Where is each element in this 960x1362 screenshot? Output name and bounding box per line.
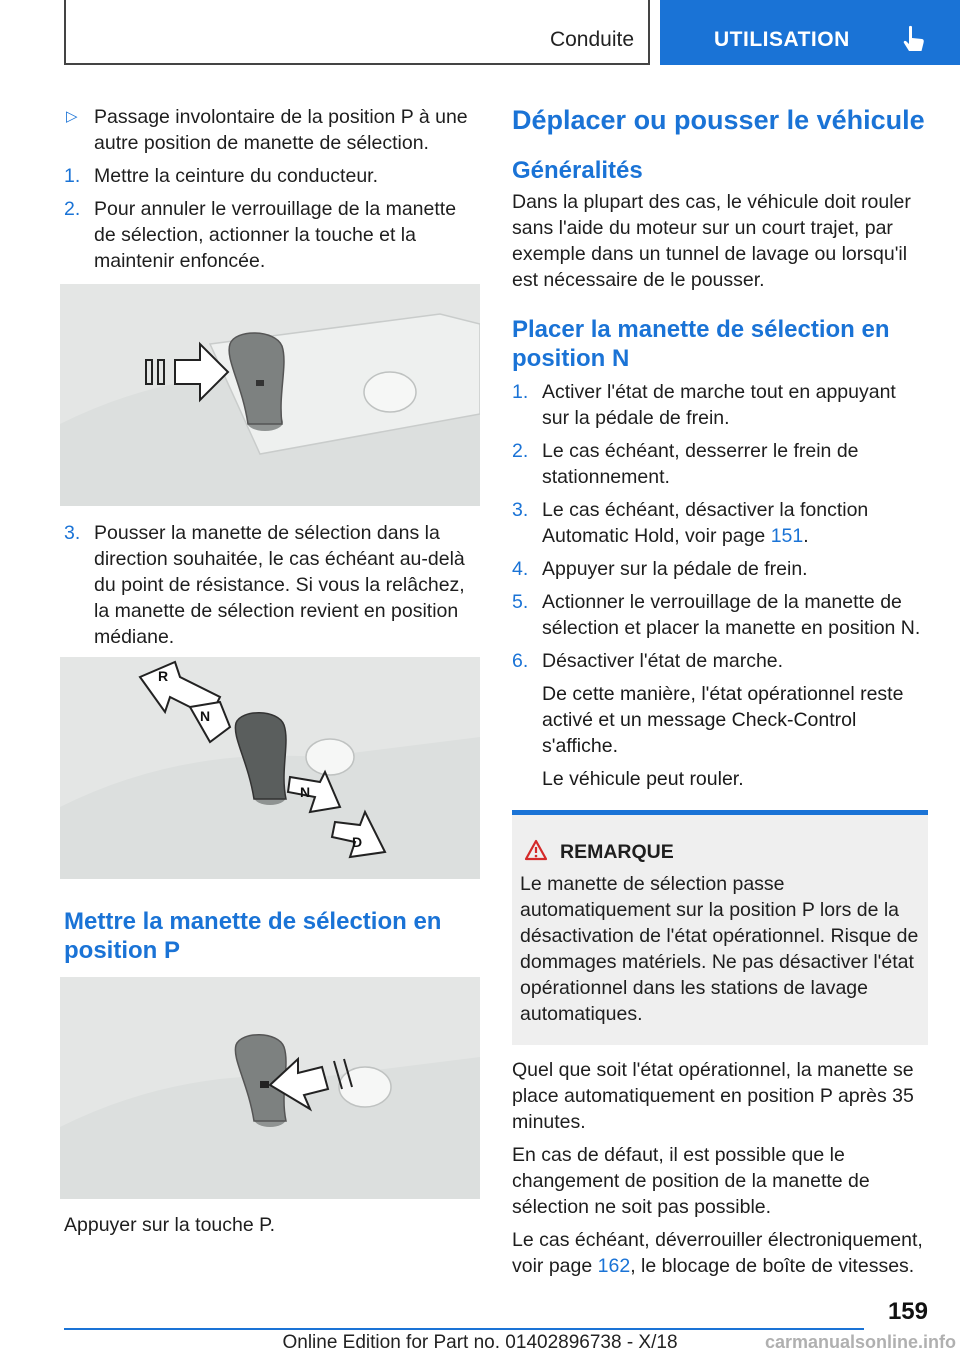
list-item: [512, 648, 928, 674]
direction-letter-n-top: N: [200, 708, 211, 724]
note-title: REMARQUE: [560, 841, 674, 863]
figure-press-p-button: [60, 977, 480, 1199]
step-number: 2.: [512, 440, 529, 462]
list-item: [64, 520, 480, 650]
general-paragraph: Dans la plupart des cas, le véhicule doit rouler sans l'aide du moteur sur un court trajet, par exemple dans un tunnel de lavage ou lorsqu'il est nécessaire de le pousser.: [512, 191, 911, 291]
direction-letter-d: D: [352, 834, 363, 850]
list-item: [512, 379, 928, 431]
figure-selector-button: [60, 284, 480, 506]
hand-pointer-icon: [898, 24, 928, 54]
step-number: 3.: [64, 522, 81, 544]
paragraph-fault: En cas de défaut, il est possible que le changement de position de la manette de sélection ne soit pas possible.: [512, 1144, 870, 1218]
step-text-after-link: .: [803, 525, 809, 547]
footer-divider: [64, 1328, 864, 1330]
note-body: Le manette de sélection passe automatiquement sur la position P lors de la désactivation de l'état opérationnel. Risque de dommages matériels. Ne pas désactiver l'état opérationnel dans les stations de lavage automatiques.: [520, 873, 919, 1025]
header-chapter-title: UTILISATION: [714, 28, 850, 51]
step-text-before-link: Le cas échéant, désactiver la fonction Automatic Hold, voir page: [542, 499, 869, 547]
section-heading-general: Généralités: [512, 157, 643, 184]
list-item: [512, 438, 928, 490]
note-heading: [520, 839, 920, 865]
step-number: 1.: [64, 165, 81, 187]
header-chapter-tab: [660, 0, 960, 65]
figure-selector-directions: [60, 657, 480, 879]
triangle-bullet-icon: ▷: [66, 108, 78, 125]
paragraph-auto-park: Quel que soit l'état opérationnel, la manette se place automatiquement en position P après 35 minutes.: [512, 1059, 914, 1133]
list-item: [512, 497, 928, 549]
step-sub-paragraph: De cette manière, l'état opérationnel reste activé et un message Check-Control s'affiche.: [542, 683, 904, 757]
list-item: [64, 196, 480, 274]
step-sub-paragraph: Le véhicule peut rouler.: [542, 768, 744, 790]
step-text: Désactiver l'état de marche.: [542, 650, 784, 672]
paragraph-unlock-before: Le cas échéant, déverrouiller électroniquement, voir page: [512, 1229, 923, 1277]
section-heading-p: Mettre la manette de sélection en position P: [64, 908, 442, 964]
step-number: 5.: [512, 591, 529, 613]
paragraph-unlock-after: , le blocage de boîte de vitesses.: [630, 1255, 915, 1277]
direction-letter-n-bottom: N: [300, 784, 311, 800]
step-text: Pour annuler le verrouillage de la manette de sélection, actionner la touche et la maintenir enfoncée.: [94, 198, 457, 272]
list-item: [64, 163, 480, 189]
header-section-box: [64, 0, 650, 65]
step-number: 1.: [512, 381, 529, 403]
list-item: [512, 589, 928, 641]
footer-edition: Online Edition for Part no. 01402896738 - X/18: [282, 1332, 678, 1353]
step-number: 3.: [512, 499, 529, 521]
page-link-162[interactable]: 162: [597, 1255, 631, 1277]
warning-triangle-icon: [524, 839, 548, 861]
step-text: Pousser la manette de sélection dans la direction souhaitée, le cas échéant au-delà du point de résistance. Si vous la relâchez, la manette de sélection revient en position médiane.: [94, 522, 465, 648]
step-number: 6.: [512, 650, 529, 672]
left-column-step3: [64, 520, 480, 657]
step-text: Activer l'état de marche tout en appuyant sur la pédale de frein.: [542, 381, 896, 429]
warning-item: [64, 104, 480, 156]
step-text: Appuyer sur la pédale de frein.: [542, 558, 808, 580]
left-column: [64, 104, 480, 281]
step-text: Mettre la ceinture du conducteur.: [94, 165, 378, 187]
right-column: [512, 104, 928, 1279]
step-number: 4.: [512, 558, 529, 580]
header-section-title: Conduite: [549, 28, 634, 51]
page-link-151[interactable]: 151: [770, 525, 804, 547]
caption-press-p: Appuyer sur la touche P.: [64, 1214, 276, 1236]
left-column-p-section: [64, 907, 480, 965]
direction-letter-r: R: [158, 668, 169, 684]
page-number: 159: [887, 1298, 928, 1325]
section-heading-n: Placer la manette de sélection en position N: [512, 316, 890, 372]
page-title: Déplacer ou pousser le véhicule: [512, 105, 925, 135]
paragraph-unlock: [512, 1227, 928, 1279]
note-box: [512, 810, 928, 1045]
left-column-caption: [64, 1212, 480, 1238]
step-text: Le cas échéant, desserrer le frein de stationnement.: [542, 440, 859, 488]
list-item: [512, 556, 928, 582]
warning-item-text: Passage involontaire de la position P à une autre position de manette de sélection.: [94, 106, 468, 154]
step-number: 2.: [64, 198, 81, 220]
selector-illustration: [60, 284, 480, 506]
step-text: Actionner le verrouillage de la manette de sélection et placer la manette en position N.: [542, 591, 921, 639]
watermark: carmanualsonline.info: [764, 1332, 956, 1352]
